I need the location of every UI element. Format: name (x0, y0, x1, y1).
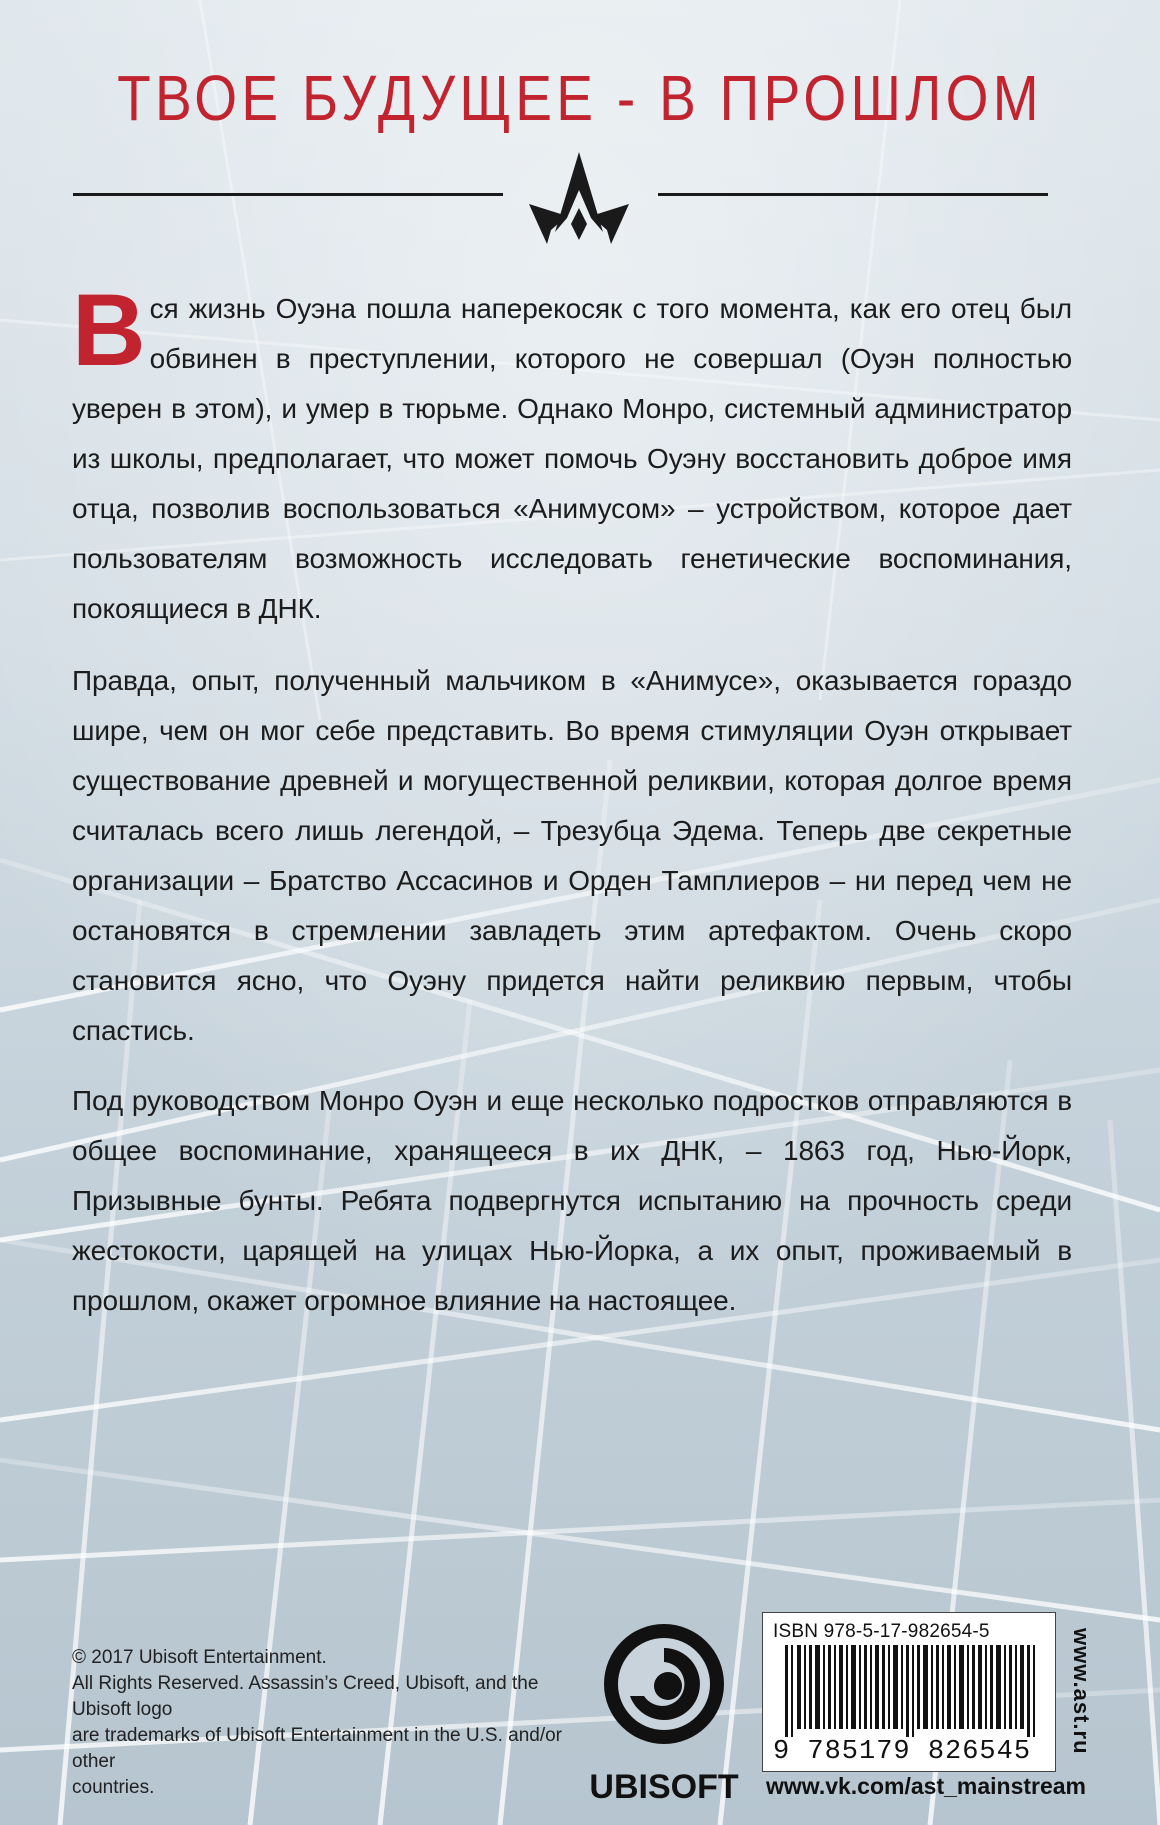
isbn-number: ISBN 978-5-17-982654-5 (773, 1621, 990, 1642)
title-rule-left (73, 193, 503, 196)
copyright-line: All Rights Reserved. Assassin’s Creed, Ubisoft, and the Ubisoft logo (72, 1673, 539, 1720)
assassins-creed-emblem-icon (515, 148, 643, 244)
ubisoft-swirl-icon (604, 1624, 724, 1744)
cover-tagline: ТВОЕ БУДУЩЕЕ - В ПРОШЛОМ (117, 62, 1043, 134)
title-rule-right (658, 193, 1048, 196)
description-paragraph-3: Под руководством Монро Оуэн и еще несколько подростков отправляются в общее воспоминание, хранящееся в их ДНК, – 1863 год, Нью-Йорк, Призывные бунты. Ребята подвергнутся испытанию на прочность среди жестокости, царящей на улицах Нью-Йорка, а их опыт, проживаемый в прошлом, окажет огромное влияние на настоящее. (72, 1085, 1072, 1316)
copyright-line: countries. (72, 1777, 155, 1798)
vk-link: www.vk.com/ast_mainstream (766, 1773, 1087, 1799)
drop-cap: В (72, 273, 146, 387)
copyright-line: are trademarks of Ubisoft Entertainment in the U.S. and/or other (72, 1725, 563, 1772)
isbn-barcode (762, 1612, 1056, 1772)
paragraph-1-text: ся жизнь Оуэна пошла наперекосяк с того момента, как его отец был обвинен в преступлении, которого не совершал (Оуэн полностью уверен в этом), и умер в тюрьме. Однако Монро, системный администратор из школы, предполагает, что может помочь Оуэну восстановить доброе имя отца, позволив воспользоваться «Анимусом» – устройством, которое дает пользователям возможность исследовать генетические воспоминания, покоящиеся в ДНК. (72, 293, 1072, 624)
ubisoft-logo (584, 1614, 744, 1814)
description-paragraph-2: Правда, опыт, полученный мальчиком в «Анимусе», оказывается гораздо шире, чем он мог себе представить. Во время стимуляции Оуэн открывает существование древней и могущественной реликвии, которая долгое время считалась всего лишь легендой, – Трезубца Эдема. Теперь две секретные организации – Братство Ассасинов и Орден Тамплиеров – ни перед чем не остановятся в стремлении завладеть этим артефактом. Очень скоро становится ясно, что Оуэну придется найти реликвию первым, чтобы спастись. (72, 665, 1072, 1046)
barcode-digits: 9 785179 826545 (773, 1737, 1032, 1767)
ubisoft-wordmark: UBISOFT (589, 1768, 739, 1806)
barcode-bars (775, 1645, 1045, 1737)
copyright-line: © 2017 Ubisoft Entertainment. (72, 1647, 327, 1668)
description-paragraph-1 (72, 273, 1072, 634)
copyright-notice (72, 1645, 592, 1801)
publisher-website: www.ast.ru (1069, 1627, 1094, 1755)
